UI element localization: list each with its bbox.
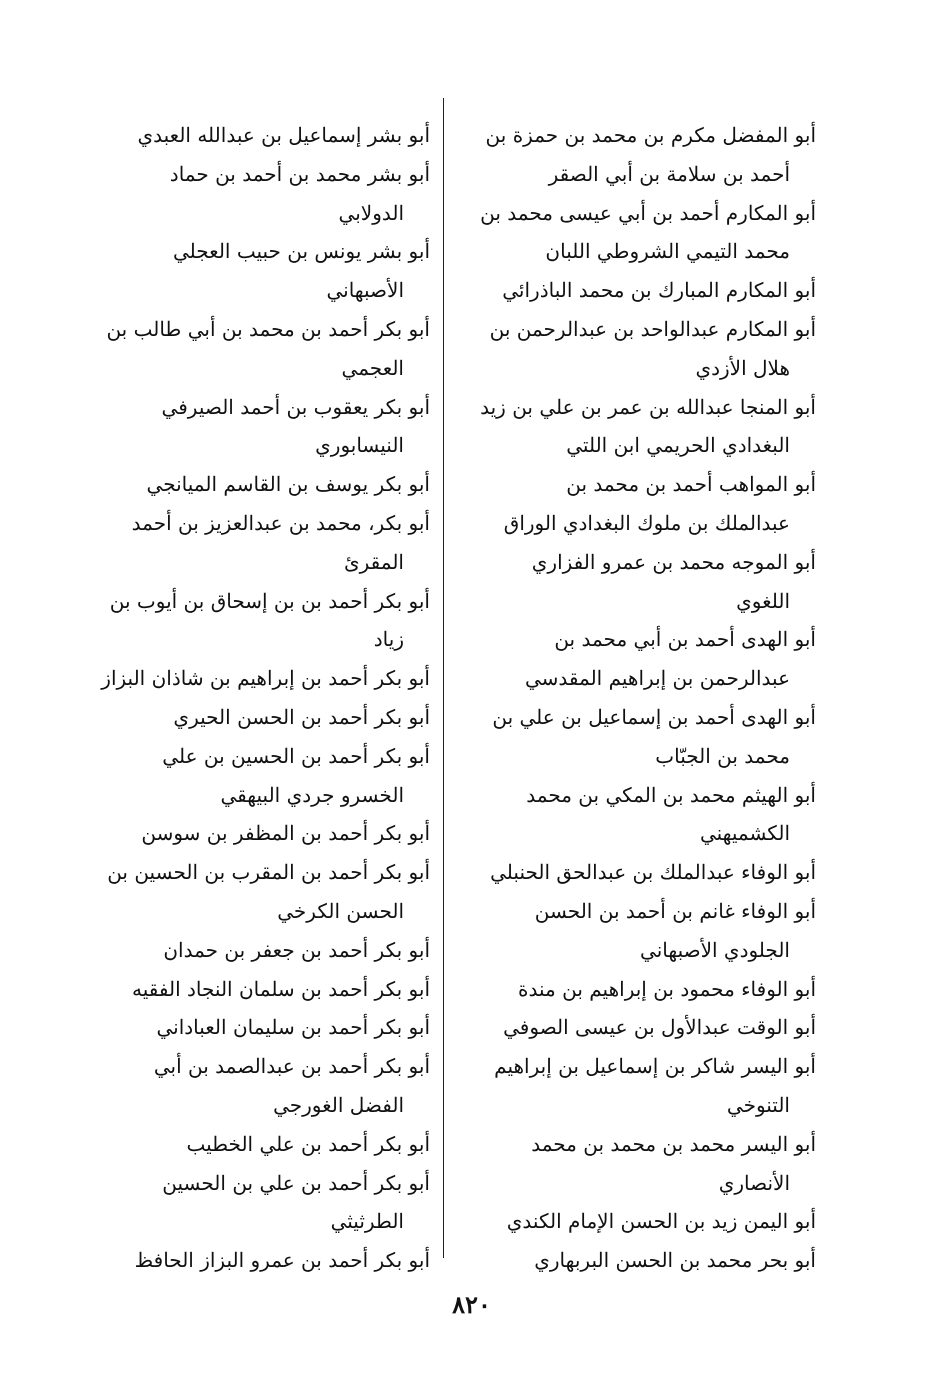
- index-entry: [68, 698, 430, 737]
- entry-continuation-line: الدولابي: [338, 200, 404, 225]
- entry-line: أبو المكارم المبارك بن محمد الباذرائي: [502, 278, 816, 303]
- index-entry: [68, 853, 430, 931]
- entry-continuation-line: عبدالملك بن ملوك البغدادي الوراق: [503, 510, 790, 535]
- index-entry: [456, 970, 816, 1009]
- entry-continuation-line: الأنصاري: [718, 1170, 790, 1195]
- entry-line: أبو بشر محمد بن أحمد بن حماد: [169, 161, 430, 186]
- index-entry: [456, 271, 816, 310]
- entry-line: أبو اليسر محمد بن محمد بن محمد: [531, 1131, 816, 1156]
- entry-line: أبو الوفاء غانم بن أحمد بن الحسن: [534, 898, 816, 923]
- entry-line: أبو بكر أحمد بن سلمان النجاد الفقيه: [132, 976, 430, 1001]
- index-entry: [456, 310, 816, 388]
- entry-continuation-line: العجمي: [341, 355, 404, 380]
- index-entry: [68, 1047, 430, 1125]
- index-entry: [68, 970, 430, 1009]
- entry-continuation-line: النيسابوري: [315, 433, 404, 458]
- index-entry: [456, 1047, 816, 1125]
- page-number: ٨٢٠: [452, 1290, 491, 1319]
- index-entry: [68, 737, 430, 815]
- index-entry: [456, 620, 816, 698]
- entry-line: أبو بكر أحمد بن المقرب بن الحسين بن: [107, 860, 430, 885]
- entry-continuation-line: الحسن الكرخي: [277, 898, 404, 923]
- index-entry: [456, 1202, 816, 1241]
- entry-continuation-line: عبدالرحمن بن إبراهيم المقدسي: [524, 666, 790, 691]
- column-divider: [443, 98, 444, 1258]
- entry-continuation-line: المقرئ: [343, 549, 404, 574]
- entry-line: أبو المواهب أحمد بن محمد بن: [566, 472, 816, 497]
- entry-continuation-line: محمد التيمي الشروطي اللبان: [545, 239, 790, 264]
- entry-line: أبو الوفاء عبدالملك بن عبدالحق الحنبلي: [490, 860, 816, 885]
- entry-line: أبو بكر أحمد بن الحسن الحيري: [173, 704, 430, 729]
- entry-continuation-line: التنوخي: [726, 1092, 790, 1117]
- index-entry: [456, 388, 816, 466]
- index-entry: [456, 116, 816, 194]
- entry-continuation-line: زياد: [373, 627, 404, 652]
- entry-continuation-line: الأصبهاني: [326, 278, 404, 303]
- index-entry: [456, 543, 816, 621]
- entry-continuation-line: الفضل الغورجي: [273, 1092, 404, 1117]
- index-entry: [68, 582, 430, 660]
- entry-line: أبو بشر يونس بن حبيب العجلي: [172, 239, 430, 264]
- index-entry: [456, 892, 816, 970]
- entry-continuation-line: الكشميهني: [699, 821, 790, 846]
- index-entry: [456, 465, 816, 543]
- entry-continuation-line: الجلودي الأصبهاني: [640, 937, 790, 962]
- index-entry: [68, 659, 430, 698]
- right-column: [456, 116, 816, 1280]
- index-entry: [68, 504, 430, 582]
- index-entry: [68, 155, 430, 233]
- entry-line: أبو بكر، محمد بن عبدالعزيز بن أحمد: [131, 510, 430, 535]
- index-entry: [68, 1164, 430, 1242]
- entry-line: أبو بكر أحمد بن علي الخطيب: [186, 1131, 430, 1156]
- entry-line: أبو بكر يعقوب بن أحمد الصيرفي: [161, 394, 430, 419]
- index-entry: [68, 465, 430, 504]
- entry-line: أبو الموجه محمد بن عمرو الفزاري: [531, 549, 816, 574]
- entry-line: أبو اليسر شاكر بن إسماعيل بن إبراهيم: [494, 1054, 816, 1079]
- entry-continuation-line: الطرثيثي: [330, 1209, 404, 1234]
- entry-line: أبو بكر أحمد بن إبراهيم بن شاذان البزاز: [101, 666, 430, 691]
- left-column: [68, 116, 430, 1280]
- index-entry: [68, 814, 430, 853]
- entry-line: أبو بكر أحمد بن بن إسحاق بن أيوب بن: [109, 588, 430, 613]
- index-entry: [456, 1125, 816, 1203]
- entry-line: أبو الهيثم محمد بن المكي بن محمد: [526, 782, 816, 807]
- entry-continuation-line: البغدادي الحريمي ابن اللتي: [566, 433, 790, 458]
- entry-continuation-line: هلال الأزدي: [695, 355, 790, 380]
- entry-continuation-line: الخسرو جردي البيهقي: [220, 782, 404, 807]
- index-entry: [456, 853, 816, 892]
- index-entry: [456, 194, 816, 272]
- entry-line: أبو بكر أحمد بن علي بن الحسين: [162, 1170, 430, 1195]
- entry-line: أبو بكر أحمد بن المظفر بن سوسن: [141, 821, 430, 846]
- entry-line: أبو المكارم أحمد بن أبي عيسى محمد بن: [480, 200, 816, 225]
- entry-continuation-line: أحمد بن سلامة بن أبي الصقر: [548, 161, 790, 186]
- index-entry: [456, 776, 816, 854]
- index-entry: [456, 1008, 816, 1047]
- entry-line: أبو بكر أحمد بن محمد بن أبي طالب بن: [106, 316, 430, 341]
- index-entry: [68, 232, 430, 310]
- entry-line: أبو الهدى أحمد بن إسماعيل بن علي بن: [492, 704, 816, 729]
- entry-line: أبو الهدى أحمد بن أبي محمد بن: [554, 627, 816, 652]
- entry-line: أبو الوفاء محمود بن إبراهيم بن مندة: [518, 976, 816, 1001]
- entry-line: أبو بكر أحمد بن الحسين بن علي: [162, 743, 430, 768]
- entry-line: أبو بشر إسماعيل بن عبدالله العبدي: [137, 123, 430, 147]
- entry-line: أبو بكر يوسف بن القاسم الميانجي: [146, 472, 430, 497]
- entry-line: أبو بكر أحمد بن عبدالصمد بن أبي: [153, 1054, 430, 1079]
- index-entry: [456, 1241, 816, 1280]
- index-entry: [68, 1125, 430, 1164]
- entry-line: أبو بكر أحمد بن عمرو البزاز الحافظ: [134, 1248, 430, 1273]
- entry-line: أبو المفضل مكرم بن محمد بن حمزة بن: [485, 123, 816, 147]
- index-entry: [68, 931, 430, 970]
- entry-line: أبو المكارم عبدالواحد بن عبدالرحمن بن: [489, 316, 816, 341]
- entry-line: أبو بكر أحمد بن جعفر بن حمدان: [163, 937, 430, 962]
- entry-line: أبو اليمن زيد بن الحسن الإمام الكندي: [506, 1209, 816, 1234]
- index-entry: [68, 388, 430, 466]
- entry-continuation-line: محمد بن الجبّاب: [655, 743, 790, 768]
- index-entry: [68, 1008, 430, 1047]
- index-entry: [68, 116, 430, 155]
- index-entry: [68, 310, 430, 388]
- entry-line: أبو المنجا عبدالله بن عمر بن علي بن زيد: [480, 394, 816, 419]
- index-entry: [68, 1241, 430, 1280]
- entry-line: أبو بحر محمد بن الحسن البربهاري: [534, 1248, 816, 1273]
- entry-line: أبو بكر أحمد بن سليمان العباداني: [156, 1015, 430, 1040]
- entry-continuation-line: اللغوي: [736, 588, 790, 613]
- entry-line: أبو الوقت عبدالأول بن عيسى الصوفي: [503, 1015, 816, 1040]
- index-entry: [456, 698, 816, 776]
